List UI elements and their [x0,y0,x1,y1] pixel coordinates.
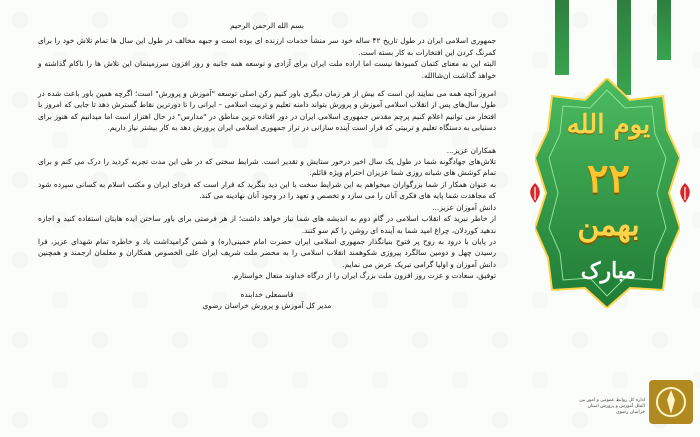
iran-emblem-icon [525,182,545,204]
salutation-colleagues: همکاران عزیز... [446,145,496,155]
paragraph-7: در پایان با درود به روح پر فتوح بنیانگذار جمهوری اسلامی ایران حضرت امام خمینی(ره) و شمن گرامیداشت یاد و خاطره تمام شهدای عزیز، فرا رسیدن چهل و دومین سالگرد پیروزی شکوهمند انقلاب اسلامی را به محضر ملت شریف ایران علی الخصوص همکاران و معلمان ارجمند و همچنین دانش آموزان و اولیا گرامی تبریک عرض می نمایم. [38,236,496,269]
logo-caption: اداره کل روابط عمومی و امور بین الملل آموزش و پرورش استان خراسان رضوی [579,398,645,415]
paragraph-5: به عنوان همکار از شما بزرگواران میخواهم به این شرایط سخت با این دید بنگرید که قرار است که فردای ایران و مکتب اسلام به کسانی سپرده شود که مجاهدت شما پایه های فکری آنان را می سازد و تخصص و تعهد را در وجود آنان نهادینه می کند. [38,179,496,201]
paragraph-1: جمهوری اسلامی ایران در طول تاریخ ۴۲ ساله خود سر منشأ خدمات ارزنده ای بوده است و جبهه مخالف در طول این سال ها تمام تلاش خود را برای کمرنگ کردن این افتخارات به کار بسته است. [38,36,496,57]
letter-body [38,20,496,420]
celebration-banner [517,0,700,437]
signature-name: قاسمعلی خدابنده [240,289,294,299]
signature-title: مدیر کل آموزش و پرورش خراسان رضوی [202,301,332,311]
bismillah: بسم الله الرحمن الرحیم [230,21,304,30]
paragraph-8: توفیق، سعادت و عزت روز افزون ملت بزرگ ایران را از درگاه خداوند متعال خواستارم. [231,271,496,281]
title-mobarak: مبارک [580,258,637,284]
paragraph-3: امروز آنچه همه می نمایند این است که بیش از هر زمان دیگری باور کنیم رکن اصلی توسعه "آموزش و پرورش" است؛ اگرچه همین باور باعث شده در طول سال‌های پس از انقلاب اسلامی آموزش و پرورش بتواند دامنه تعلیم و تربیت اسلامی – ایرانی را تا دورترین نقاط گسترش دهد تا جایی که امروز با افتخار می توانیم اعلام کنیم پرچم مقدس جمهوری اسلامی ایران در دور افتاده ترین مناطق در "مدارس" در حال اهتزاز است اما میدانیم که هنوز برای دستیابی به دستگاه تعلیم و تربیتی که قرار است آینده سازانی در تراز جمهوری اسلامی ایران پرورش دهد به کار بیشتر نیاز داریم. [38,89,496,133]
paragraph-4: تلاش‌های جهادگونه شما در طول یک سال اخیر درخور ستایش و تقدیر است. شرایط سختی که در طی این مدت تجربه کردید را درک می کنم و برای تمام کوشش های شبانه روزی شما عزیزان احترام ویژه قائلم. [38,157,496,178]
title-number: ۲۲ [587,155,630,202]
signature-block [38,289,496,312]
iran-emblem-icon [675,182,695,204]
paragraph-6: از خاطر نبرید که انقلاب اسلامی در گام دوم به اندیشه های شما نیاز خواهد داشت؛ از هر فرصتی برای باور ساختن ایده هایتان استفاده کنید و اجازه ندهید کوردلان، چراغ امید شما به آینده ای روشن را کم سو کنند. [38,214,496,235]
salutation-students: دانش آموزان عزیز... [432,202,496,212]
title-bahman: بهمن [577,208,640,243]
ribbon [555,0,569,75]
ministry-logo-icon [647,378,695,426]
title-yom-allah: یوم الله [566,110,651,140]
paragraph-2: البته این به معنای کتمان کمبودها نیست اما اراده ملت ایران برای آزادی و توسعه همه جانبه و روز افزون سرزمینمان این تلاش ها را ناکام گذاشته و خواهد گذاشت ان‌شاالله. [38,59,496,80]
ribbon [657,0,671,60]
